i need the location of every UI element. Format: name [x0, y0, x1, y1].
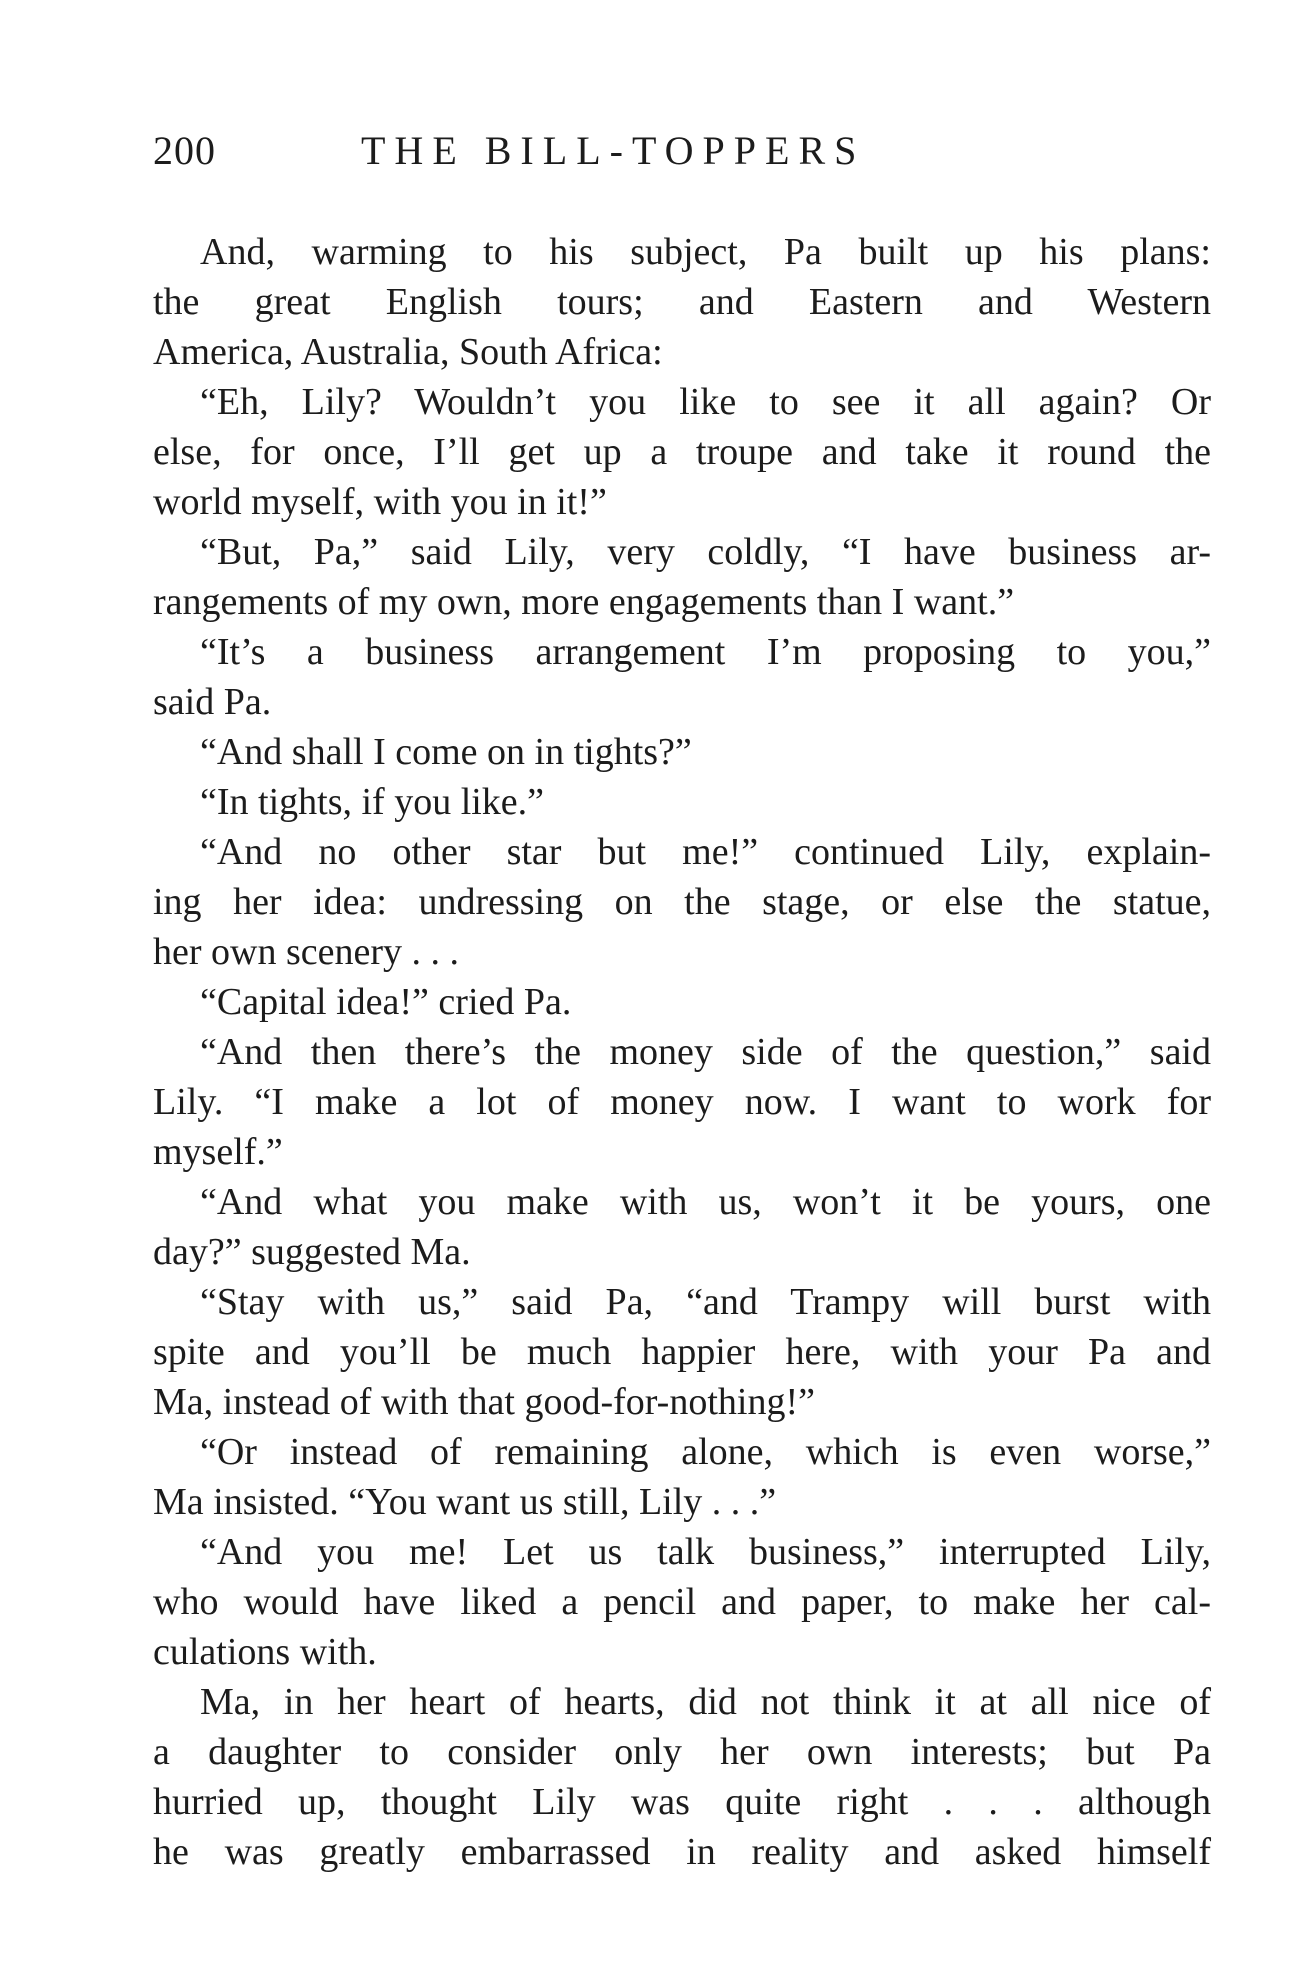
text-line: world myself, with you in it!”	[153, 481, 607, 523]
text-line: who would have liked a pencil and paper, to make her cal-	[153, 1581, 1211, 1623]
text-line: Lily. “I make a lot of money now. I want to work for	[153, 1081, 1211, 1123]
text-line: “Eh, Lily? Wouldn’t you like to see it all again? Or	[200, 381, 1211, 423]
text-line: “But, Pa,” said Lily, very coldly, “I have business ar-	[200, 531, 1211, 573]
text-line: Ma, instead of with that good-for-nothing!”	[153, 1381, 815, 1423]
text-line: “In tights, if you like.”	[200, 781, 545, 823]
text-line: a daughter to consider only her own interests; but Pa	[153, 1731, 1211, 1773]
text-line: her own scenery . . .	[153, 931, 460, 973]
page-header	[153, 126, 1213, 176]
text-line: “Capital idea!” cried Pa.	[200, 981, 572, 1023]
running-title: THE BILL-TOPPERS	[361, 128, 866, 173]
text-line: he was greatly embarrassed in reality and asked himself	[153, 1831, 1211, 1873]
page-number: 200	[153, 128, 216, 173]
text-line: hurried up, thought Lily was quite right . . . although	[153, 1781, 1211, 1823]
text-line: myself.”	[153, 1131, 283, 1173]
text-line: Ma insisted. “You want us still, Lily . . .”	[153, 1481, 777, 1523]
text-line: ing her idea: undressing on the stage, or else the statue,	[153, 881, 1211, 923]
text-line: “And what you make with us, won’t it be yours, one	[200, 1181, 1211, 1223]
text-line: spite and you’ll be much happier here, with your Pa and	[153, 1331, 1211, 1373]
text-line: America, Australia, South Africa:	[153, 331, 663, 373]
text-line: rangements of my own, more engagements than I want.”	[153, 581, 1015, 623]
text-line: said Pa.	[153, 681, 272, 723]
text-line: Ma, in her heart of hearts, did not think it at all nice of	[200, 1681, 1211, 1723]
text-line: “And then there’s the money side of the question,” said	[200, 1031, 1211, 1073]
text-line: And, warming to his subject, Pa built up his plans:	[200, 231, 1211, 273]
text-line: “It’s a business arrangement I’m proposing to you,”	[200, 631, 1211, 673]
text-line: culations with.	[153, 1631, 377, 1673]
text-line: “And you me! Let us talk business,” interrupted Lily,	[200, 1531, 1211, 1573]
text-line: “Or instead of remaining alone, which is even worse,”	[200, 1431, 1211, 1473]
text-line: “And no other star but me!” continued Lily, explain-	[200, 831, 1211, 873]
text-line: day?” suggested Ma.	[153, 1231, 471, 1273]
text-line: “And shall I come on in tights?”	[200, 731, 692, 773]
body-text	[153, 227, 1211, 1877]
text-line: else, for once, I’ll get up a troupe and take it round the	[153, 431, 1211, 473]
text-line: “Stay with us,” said Pa, “and Trampy will burst with	[200, 1281, 1211, 1323]
text-line: the great English tours; and Eastern and Western	[153, 281, 1211, 323]
